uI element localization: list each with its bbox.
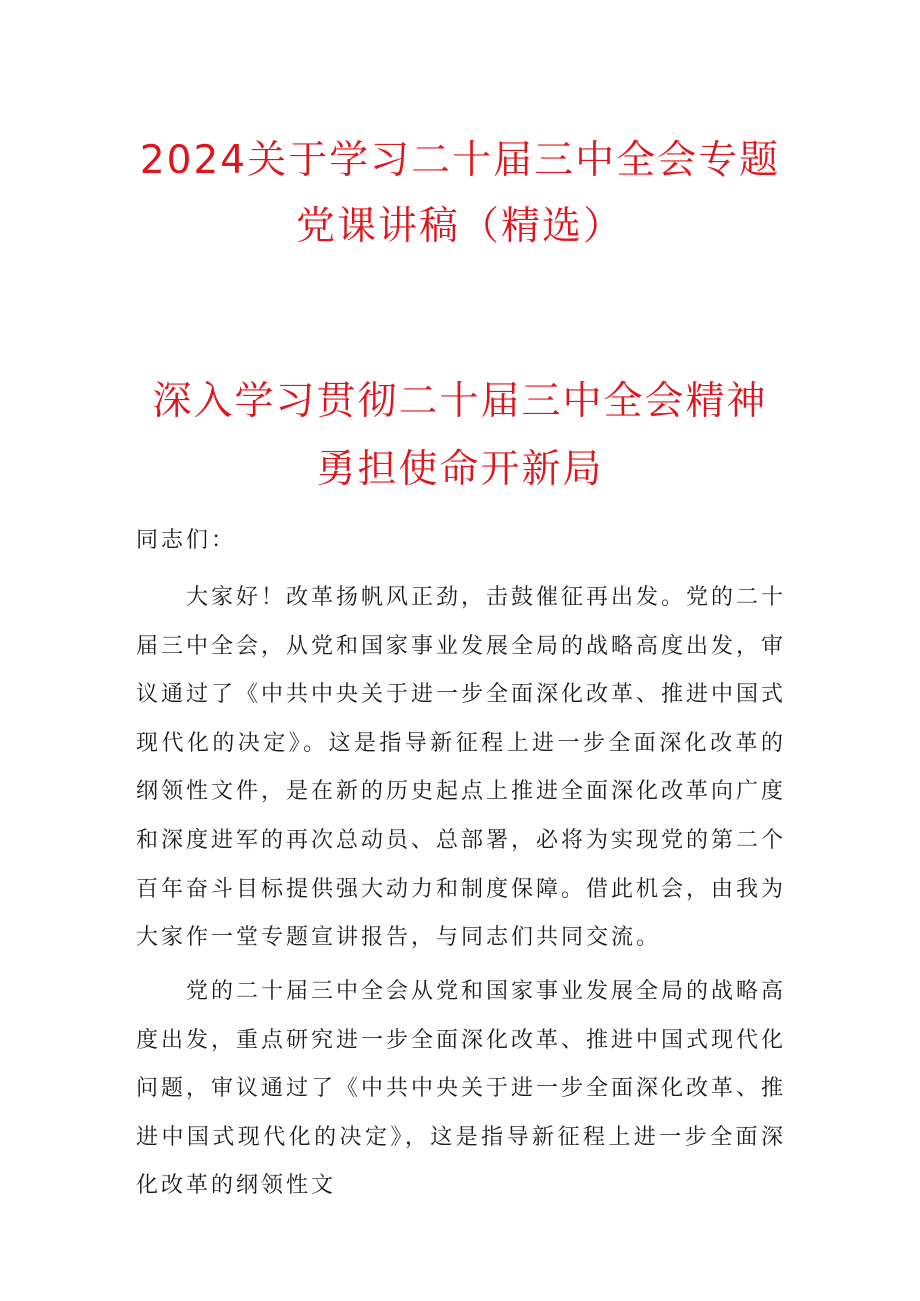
body-paragraph-2: 党的二十届三中全会从党和国家事业发展全局的战略高度出发，重点研究进一步全面深化改革、推进中国式现代化问题，审议通过了《中共中央关于进一步全面深化改革、推进中国式现代化的决定》，这是指导新征程上进一步全面深化改革的纲领性文 [136, 979, 787, 1199]
speech-title [0, 368, 920, 504]
body-paragraph-1: 大家好！改革扬帆风正劲，击鼓催征再出发。党的二十届三中全会，从党和国家事业发展全局的战略高度出发，审议通过了《中共中央关于进一步全面深化改革、推进中国式现代化的决定》。这是指导新征程上进一步全面深化改革的纲领性文件，是在新的历史起点上推进全面深化改革向广度和深度进军的再次总动员、总部署，必将为实现党的第二个百年奋斗目标提供强大动力和制度保障。借此机会，由我为大家作一堂专题宣讲报告，与同志们共同交流。 [136, 585, 787, 951]
document-title-line-1: 2024关于学习二十届三中全会专题 [139, 138, 781, 183]
salutation: 同志们： [136, 528, 237, 553]
document-title-line-2: 党课讲稿（精选） [295, 204, 624, 249]
speech-title-line-1: 深入学习贯彻二十届三中全会精神 [152, 379, 768, 424]
speech-title-line-2: 勇担使命开新局 [316, 447, 604, 492]
document-title [0, 128, 920, 260]
